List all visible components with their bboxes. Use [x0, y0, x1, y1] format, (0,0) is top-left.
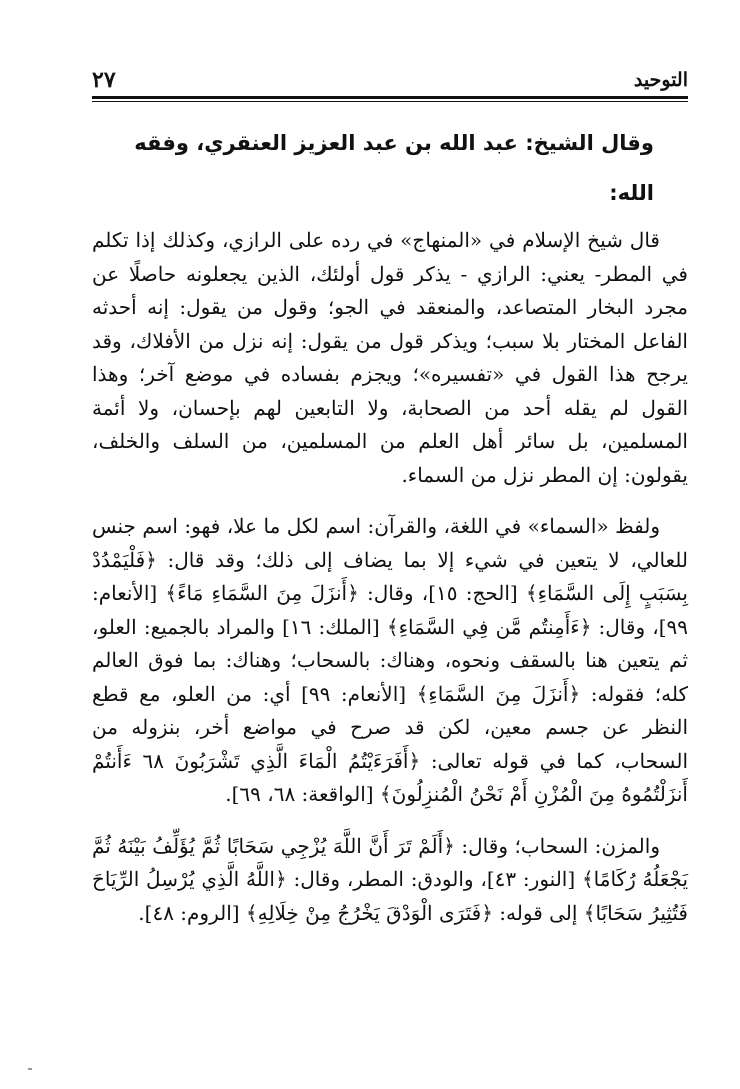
- paragraph-3: والمزن: السحاب؛ وقال: ﴿أَلَمْ تَرَ أَنَّ اللَّهَ يُزْجِي سَحَابًا ثُمَّ يُؤَلِّفُ بَيْنَهُ ثُمَّ يَجْعَلُهُ رُكَامًا﴾ [النور: ٤٣]، والودق: المطر، وقال: ﴿اللَّهُ الَّذِي يُرْسِلُ الرِّيَاحَ فَتُثِيرُ سَحَابًا﴾ إلى قوله: ﴿فَتَرَى الْوَدْقَ يَخْرُجُ مِنْ خِلَالِهِ﴾ [الروم: ٤٨].: [92, 833, 689, 925]
- page-number: ٢٧: [92, 67, 116, 93]
- header-rule-thin: [92, 101, 688, 102]
- page-body: [92, 118, 688, 930]
- scan-speck: [28, 1068, 32, 1070]
- section-heading: وقال الشيخ: عبد الله بن عبد العزيز العنقري، وفقه الله:: [134, 131, 654, 205]
- page-header: [92, 56, 688, 92]
- running-title: التوحيد: [633, 69, 688, 91]
- paragraph-1: قال شيخ الإسلام في «المنهاج» في رده على الرازي، وكذلك إذا تكلم في المطر- يعني: الرازي - يذكر قول أولئك، الذين يجعلونه حاصلًا عن مجرد البخار المتصاعد، والمنعقد في الجو؛ وقول من يقول: إنه أحدثه الفاعل المختار بلا سبب؛ ويذكر قول من يقول: إنه نزل من الأفلاك، وقد يرجح هذا القول في «تفسيره»؛ ويجزم بفساده في موضع آخر؛ وهذا القول لم يقله أحد من الصحابة، ولا التابعين لهم بإحسان، ولا أئمة المسلمين، بل سائر أهل العلم من المسلمين، من السلف والخلف، يقولون: إن المطر نزل من السماء.: [92, 228, 688, 487]
- header-rule-thick: [92, 96, 688, 99]
- paragraph-2: ولفظ «السماء» في اللغة، والقرآن: اسم لكل ما علا، فهو: اسم جنس للعالي، لا يتعين في شيء إلا بما يضاف إلى ذلك؛ وقد قال: ﴿فَلْيَمْدُدْ بِسَبَبٍ إِلَى السَّمَاءِ﴾ [الحج: ١٥]، وقال: ﴿أَنزَلَ مِنَ السَّمَاءِ مَاءً﴾ [الأنعام: ٩٩]، وقال: ﴿ءَأَمِنتُم مَّن فِي السَّمَاءِ﴾ [الملك: ١٦] والمراد بالجميع: العلو، ثم يتعين هنا بالسقف ونحوه، وهناك: بالسحاب؛ وهناك: بما فوق العالم كله؛ فقوله: ﴿أَنزَلَ مِنَ السَّمَاءِ﴾ [الأنعام: ٩٩] أي: من العلو، مع قطع النظر عن جسم معين، لكن قد صرح في مواضع أخر، بنزوله من السحاب، كما في قوله تعالى: ﴿أَفَرَءَيْتُمُ الْمَاءَ الَّذِي تَشْرَبُونَ ٦٨ ءَأَنتُمْ أَنزَلْتُمُوهُ مِنَ الْمُزْنِ أَمْ نَحْنُ الْمُنزِلُونَ﴾ [الواقعة: ٦٨، ٦٩].: [92, 514, 689, 806]
